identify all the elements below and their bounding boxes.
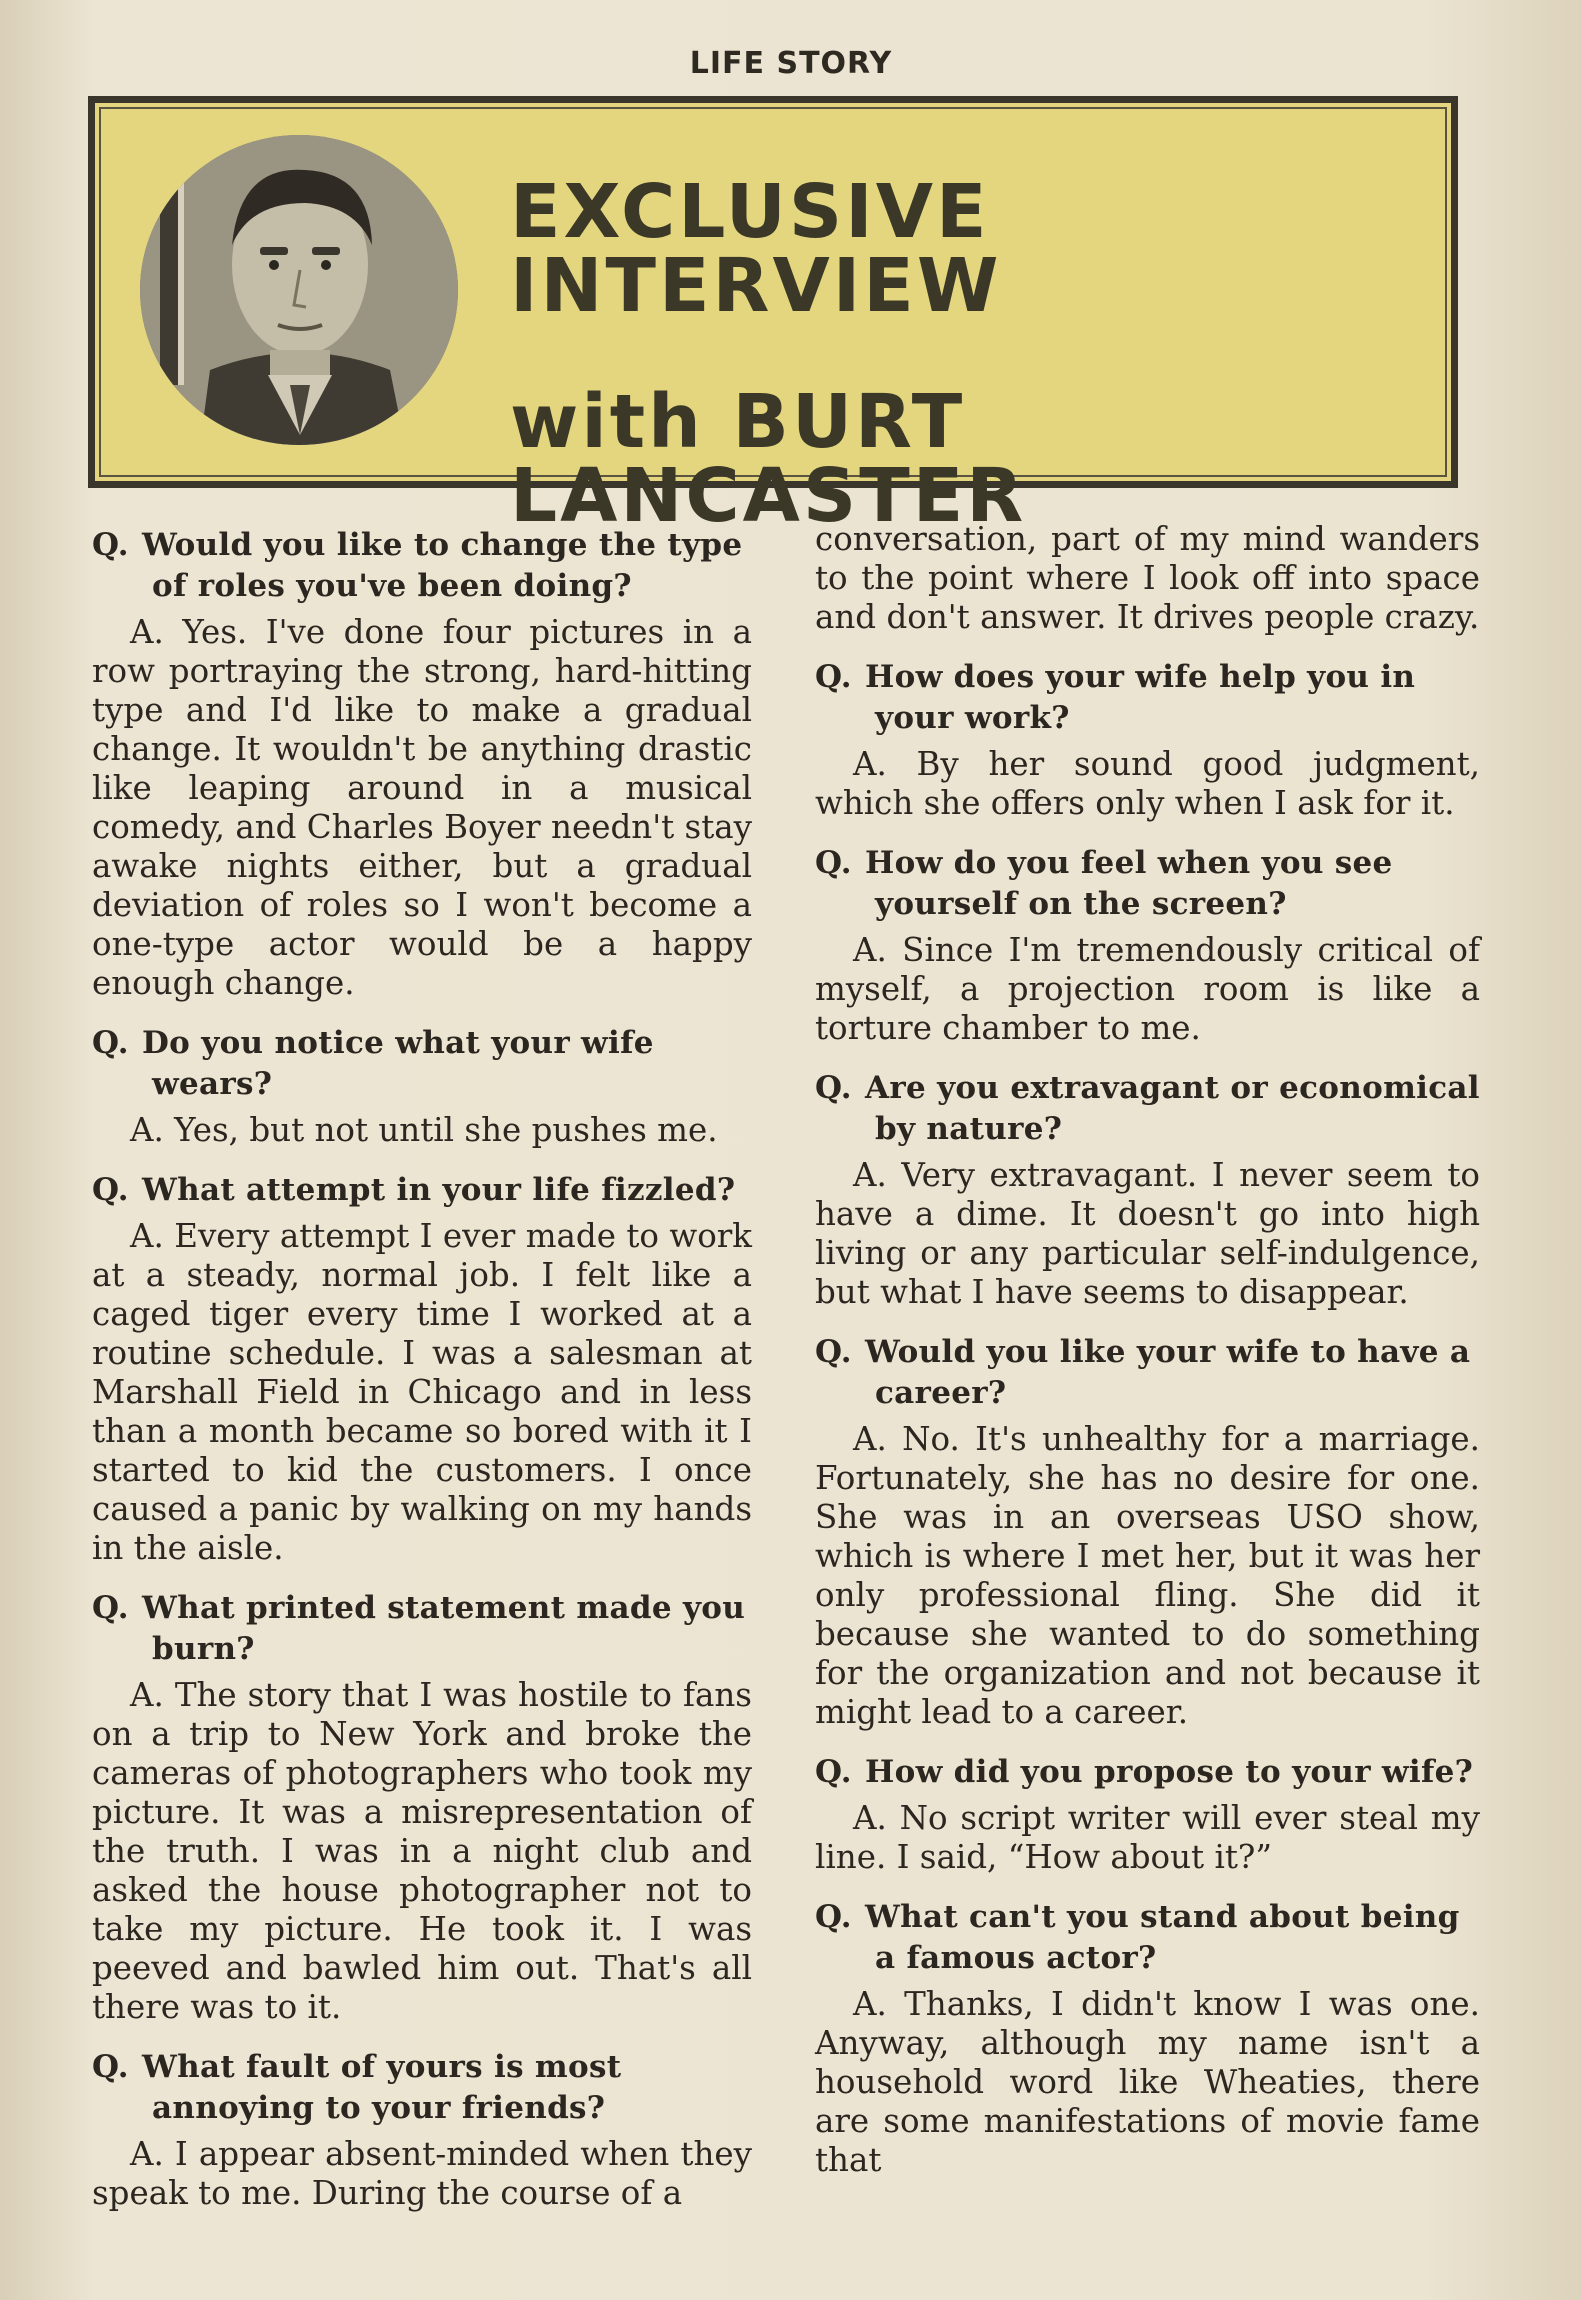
headline-line-2: with BURT LANCASTER — [510, 379, 1027, 539]
question-text: Would you like your wife to have a career? — [865, 1334, 1471, 1411]
q-marker: Q. — [92, 1172, 129, 1208]
question-text: Are you extravagant or economical by nature? — [865, 1070, 1480, 1147]
qa-item — [92, 525, 752, 1003]
running-head: LIFE STORY — [689, 46, 893, 81]
answer: A. By her sound good judgment, which she offers only when I ask for it. — [815, 745, 1480, 822]
qa-item — [815, 1752, 1480, 1877]
answer-continuation: conversation, part of my mind wanders to the point where I look off into space and don't answer. It drives people crazy. — [815, 520, 1480, 636]
question-text: How does your wife help you in your work? — [865, 659, 1416, 736]
right-column — [815, 520, 1480, 2200]
qa-continuation — [815, 520, 1480, 637]
left-column — [92, 525, 752, 2233]
answer: A. Yes, but not until she pushes me. — [130, 1111, 718, 1149]
question — [92, 1170, 752, 1211]
question-text: Do you notice what your wife wears? — [142, 1025, 654, 1102]
question — [815, 657, 1480, 739]
q-marker: Q. — [815, 1899, 852, 1935]
question — [92, 1023, 752, 1105]
question — [815, 1897, 1480, 1979]
question-text: Would you like to change the type of roles you've been doing? — [142, 527, 743, 604]
q-marker: Q. — [92, 1590, 129, 1626]
qa-item — [815, 1332, 1480, 1732]
question — [92, 1588, 752, 1670]
headline — [510, 169, 1410, 539]
question-text: What can't you stand about being a famous actor? — [865, 1899, 1460, 1976]
qa-item — [92, 1170, 752, 1568]
answer: A. The story that I was hostile to fans on a trip to New York and broke the cameras of photographers who took my picture. It was a misrepresentation of the truth. I was in a night club and asked the house photographer not to take my picture. He took it. I was peeved and bawled him out. That's all there was to it. — [92, 1676, 752, 2026]
answer: A. Yes. I've done four pictures in a row portraying the strong, hard-hitting type and I'd like to make a gradual change. It wouldn't be anything drastic like leaping around in a musical comedy, and Charles Boyer needn't stay awake nights either, but a gradual deviation of roles so I won't become a one-type actor would be a happy enough change. — [92, 613, 752, 1002]
q-marker: Q. — [92, 1025, 129, 1061]
q-marker: Q. — [815, 1754, 852, 1790]
question-text: What fault of yours is most annoying to your friends? — [142, 2049, 622, 2126]
qa-item — [92, 1588, 752, 2027]
q-marker: Q. — [815, 1334, 852, 1370]
qa-item — [815, 1068, 1480, 1312]
question — [815, 843, 1480, 925]
question — [815, 1332, 1480, 1414]
question — [815, 1752, 1480, 1793]
q-marker: Q. — [815, 845, 852, 881]
question-text: What attempt in your life fizzled? — [142, 1172, 736, 1208]
answer: A. No. It's unhealthy for a marriage. Fortunately, she has no desire for one. She was in an overseas USO show, which is where I met her, but it was her only professional fling. She did it because she wanted to do something for the organization and not because it might lead to a career. — [815, 1420, 1480, 1731]
qa-item — [815, 843, 1480, 1048]
q-marker: Q. — [92, 2049, 129, 2085]
q-marker: Q. — [92, 527, 129, 563]
answer: A. I appear absent-minded when they speak to me. During the course of a — [92, 2135, 752, 2212]
question — [815, 1068, 1480, 1150]
answer: A. No script writer will ever steal my line. I said, “How about it?” — [815, 1799, 1480, 1876]
answer: A. Since I'm tremendously critical of myself, a projection room is like a torture chamber to me. — [815, 931, 1480, 1047]
question — [92, 2047, 752, 2129]
question-text: What printed statement made you burn? — [142, 1590, 746, 1667]
answer: A. Very extravagant. I never seem to have a dime. It doesn't go into high living or any particular self-indulgence, but what I have seems to disappear. — [815, 1156, 1480, 1311]
headline-line-1: EXCLUSIVE INTERVIEW — [510, 169, 1002, 329]
question-text: How did you propose to your wife? — [865, 1754, 1474, 1790]
answer: A. Thanks, I didn't know I was one. Anyway, although my name isn't a household word like Wheaties, there are some manifestations of movie fame that — [815, 1985, 1480, 2179]
q-marker: Q. — [815, 659, 852, 695]
portrait-illustration — [140, 135, 458, 445]
qa-item — [815, 1897, 1480, 2180]
question-text: How do you feel when you see yourself on the screen? — [865, 845, 1393, 922]
qa-item — [815, 657, 1480, 823]
answer: A. Every attempt I ever made to work at a steady, normal job. I felt like a caged tiger every time I worked at a routine schedule. I was a salesman at Marshall Field in Chicago and in less than a month became so bored with it I started to kid the customers. I once caused a panic by walking on my hands in the aisle. — [92, 1217, 752, 1567]
question — [92, 525, 752, 607]
qa-item — [92, 2047, 752, 2213]
qa-item — [92, 1023, 752, 1150]
q-marker: Q. — [815, 1070, 852, 1106]
portrait-photo — [140, 135, 458, 445]
